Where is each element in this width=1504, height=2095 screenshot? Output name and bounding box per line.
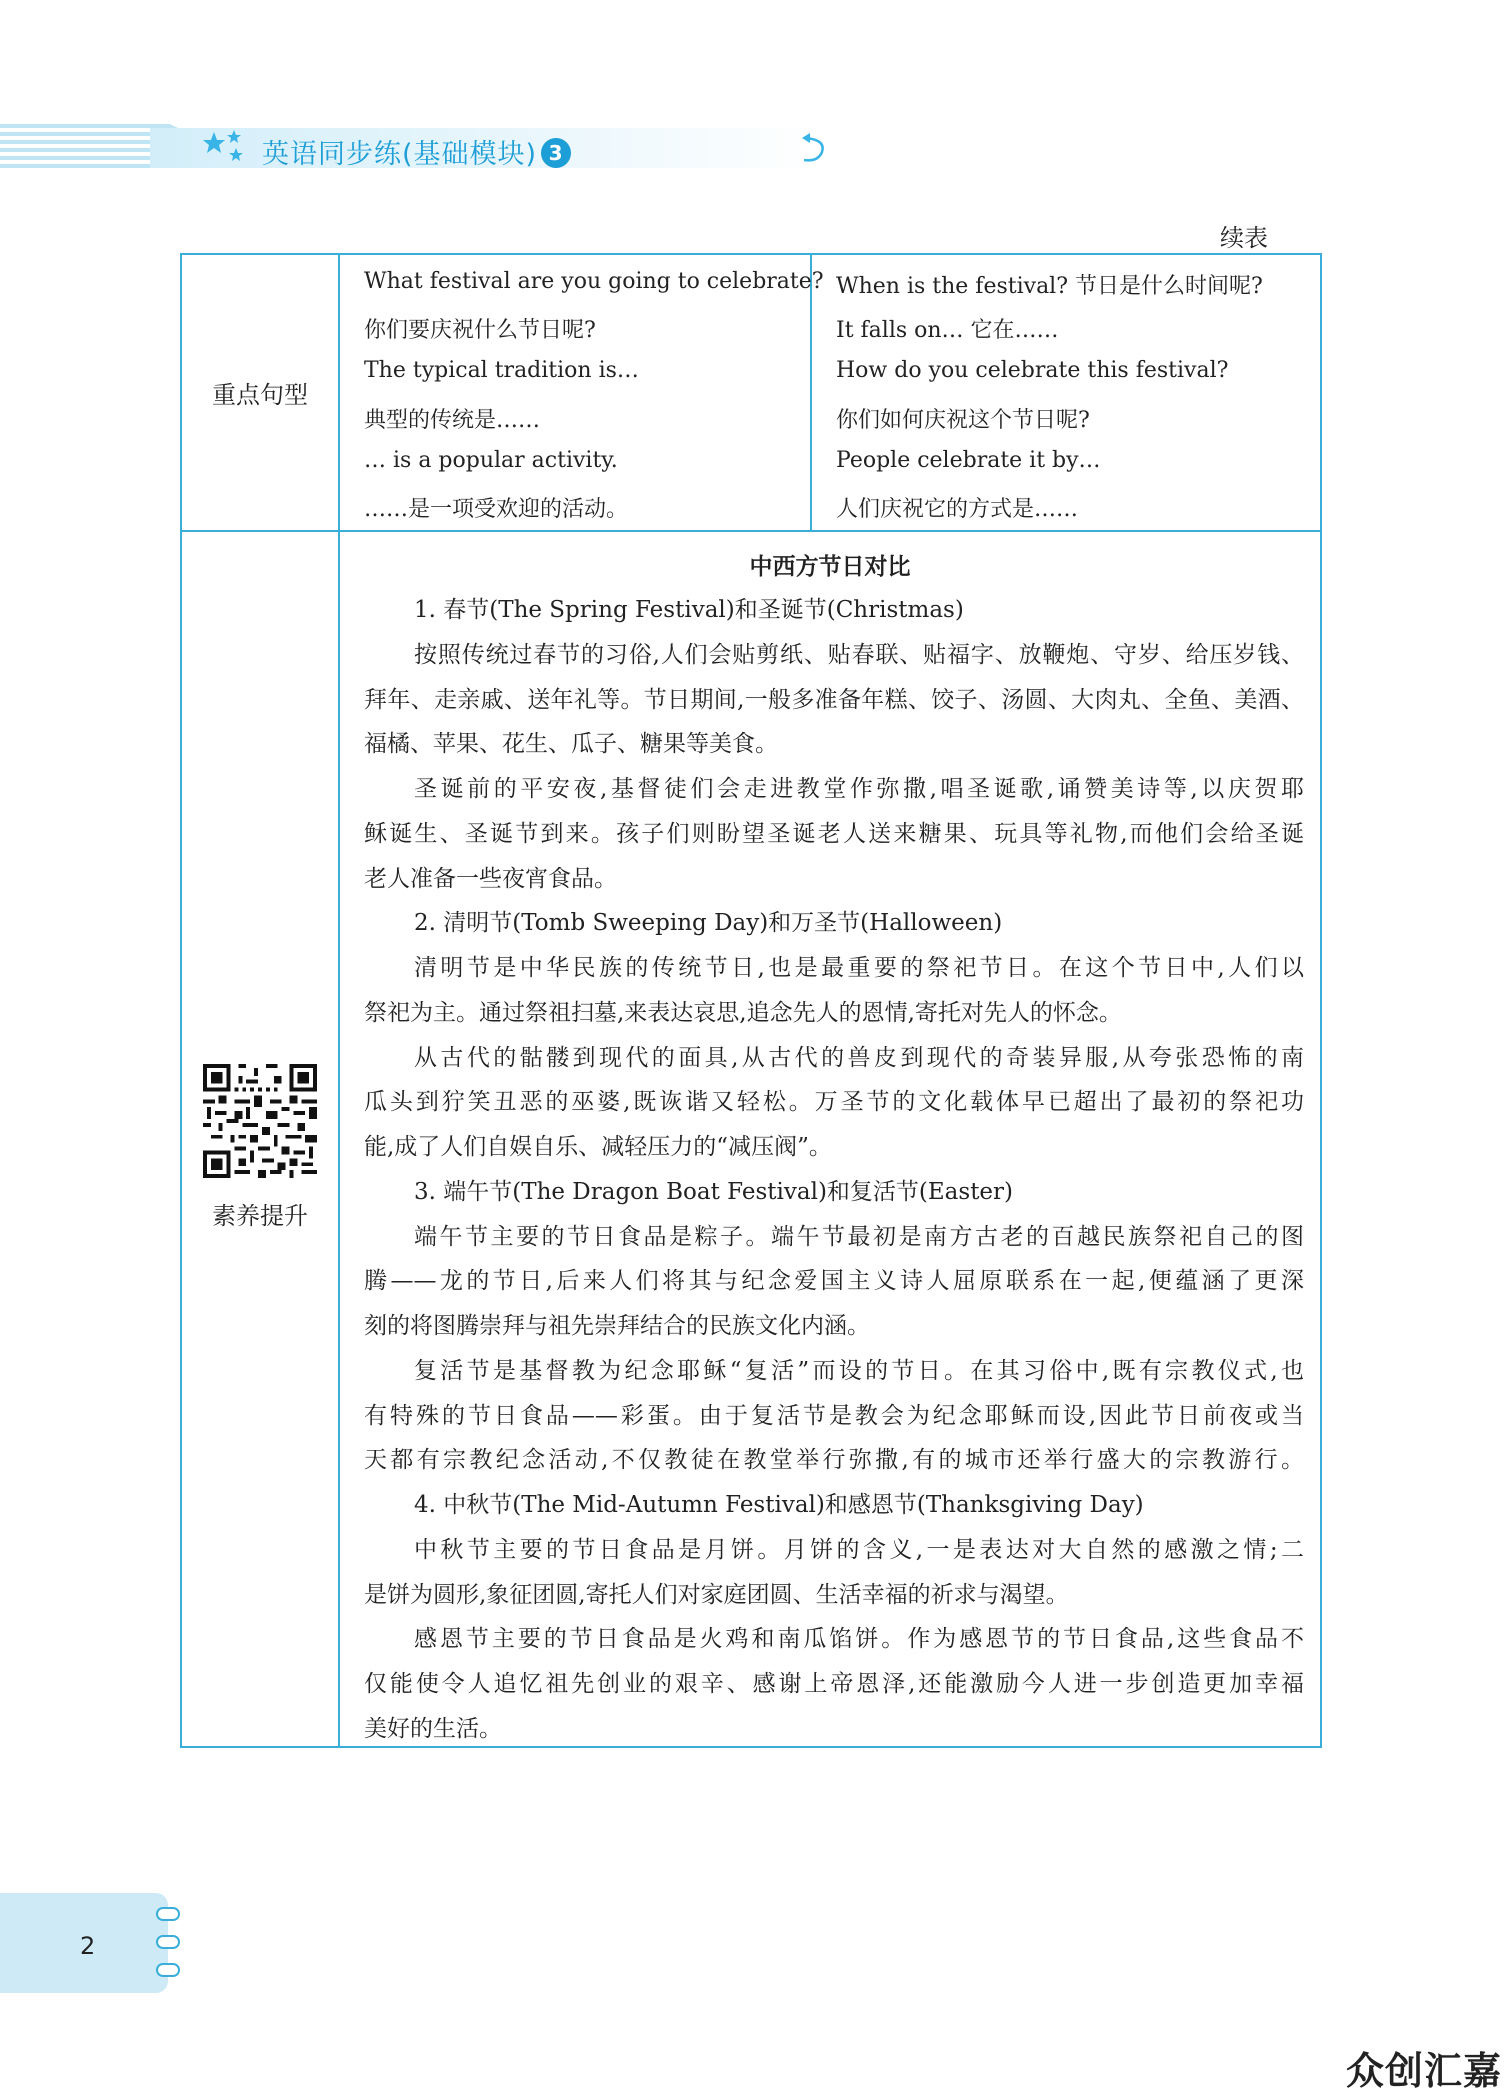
literacy-row: [182, 532, 1320, 1746]
paragraph-line: 刻的将图腾崇拜与祖先崇拜结合的民族文化内涵。: [364, 1313, 870, 1339]
sentence-line: ……是一项受欢迎的活动。: [364, 497, 629, 522]
content-table: [180, 253, 1322, 1748]
sentence-line: How do you celebrate this festival?: [836, 358, 1229, 383]
paragraph-line: 仅能使令人追忆祖先创业的艰辛、感谢上帝恩泽,还能激励今人进一步创造更加幸福: [364, 1671, 1304, 1697]
sentence-line: … is a popular activity.: [364, 448, 618, 473]
page-header: [0, 120, 840, 180]
continued-label: 续表: [1220, 224, 1268, 252]
binding-rings-decoration: [154, 1900, 184, 1990]
subheading: 4. 中秋节(The Mid-Autumn Festival)和感恩节(Thanksgiving Day): [414, 1492, 1144, 1518]
paragraph-line: 端午节主要的节日食品是粽子。端午节最初是南方古老的百越民族祭祀自己的图: [414, 1224, 1304, 1250]
paragraph-line: 祭祀为主。通过祭祖扫墓,来表达哀思,追念先人的恩情,寄托对先人的怀念。: [364, 1000, 1122, 1026]
paragraph-line: 复活节是基督教为纪念耶稣“复活”而设的节日。在其习俗中,既有宗教仪式,也: [414, 1358, 1304, 1384]
paragraph-line: 美好的生活。: [364, 1716, 502, 1742]
sentence-line: 你们要庆祝什么节日呢?: [364, 318, 596, 343]
literacy-label-cell: [182, 532, 340, 1746]
sentence-line: It falls on… 它在……: [836, 318, 1059, 343]
header-title-text: 英语同步练(基础模块): [262, 139, 538, 170]
return-arrow-icon: [800, 130, 830, 166]
paragraph-line: 能,成了人们自娱自乐、减轻压力的“减压阀”。: [364, 1134, 832, 1160]
page-number: 2: [80, 1932, 96, 1960]
key-sentences-row: [182, 255, 1320, 532]
key-sentences-label: 重点句型: [182, 255, 340, 530]
header-title: [262, 132, 571, 171]
sentence-line: What festival are you going to celebrate?: [364, 269, 824, 294]
literacy-label: 素养提升: [212, 1202, 308, 1230]
paragraph-line: 拜年、走亲戚、送年礼等。节日期间,一般多准备年糕、饺子、汤圆、大肉丸、全鱼、美酒、: [364, 687, 1304, 713]
paragraph-line: 稣诞生、圣诞节到来。孩子们则盼望圣诞老人送来糖果、玩具等礼物,而他们会给圣诞: [364, 821, 1304, 847]
sentence-line: 典型的传统是……: [364, 408, 541, 433]
qr-code-icon[interactable]: [203, 1064, 317, 1178]
stars-icon: [200, 128, 250, 168]
subheading: 1. 春节(The Spring Festival)和圣诞节(Christmas): [414, 597, 964, 623]
sentence-line: 你们如何庆祝这个节日呢?: [836, 408, 1090, 433]
paragraph-line: 圣诞前的平安夜,基督徒们会走进教堂作弥撒,唱圣诞歌,诵赞美诗等,以庆贺耶: [414, 776, 1304, 802]
paragraph-line: 福橘、苹果、花生、瓜子、糖果等美食。: [364, 731, 778, 757]
paragraph-line: 感恩节主要的节日食品是火鸡和南瓜馅饼。作为感恩节的节日食品,这些食品不: [414, 1626, 1304, 1652]
key-sentences-right-cell: [812, 255, 1318, 530]
sentence-line: The typical tradition is…: [364, 358, 639, 383]
paragraph-line: 是饼为圆形,象征团圆,寄托人们对家庭团圆、生活幸福的祈求与渴望。: [364, 1582, 1069, 1608]
paragraph-line: 有特殊的节日食品——彩蛋。由于复活节是教会为纪念耶稣而设,因此节日前夜或当: [364, 1403, 1304, 1429]
paragraph-line: 天都有宗教纪念活动,不仅教徒在教堂举行弥撒,有的城市还举行盛大的宗教游行。: [364, 1447, 1304, 1473]
paragraph-line: 瓜头到狞笑丑恶的巫婆,既诙谐又轻松。万圣节的文化载体早已超出了最初的祭祀功: [364, 1089, 1304, 1115]
literacy-content: [340, 532, 1320, 1746]
key-sentences-left-cell: [340, 255, 824, 530]
paragraph-line: 从古代的骷髅到现代的面具,从古代的兽皮到现代的奇装异服,从夸张恐怖的南: [414, 1045, 1304, 1071]
section-title: 中西方节日对比: [749, 554, 911, 580]
subheading: 3. 端午节(The Dragon Boat Festival)和复活节(Easter): [414, 1179, 1014, 1205]
volume-badge: 3: [541, 138, 571, 168]
sentence-line: 人们庆祝它的方式是……: [836, 497, 1079, 522]
subheading: 2. 清明节(Tomb Sweeping Day)和万圣节(Halloween): [414, 910, 1003, 936]
paragraph-line: 按照传统过春节的习俗,人们会贴剪纸、贴春联、贴福字、放鞭炮、守岁、给压岁钱、: [414, 642, 1304, 668]
paragraph-line: 老人准备一些夜宵食品。: [364, 866, 617, 892]
watermark: 众创汇嘉: [1346, 2049, 1503, 2093]
paragraph-line: 清明节是中华民族的传统节日,也是最重要的祭祀节日。在这个节日中,人们以: [414, 955, 1304, 981]
sentence-line: When is the festival? 节日是什么时间呢?: [836, 274, 1263, 299]
paragraph-line: 腾——龙的节日,后来人们将其与纪念爱国主义诗人屈原联系在一起,便蕴涵了更深: [364, 1268, 1304, 1294]
sentence-line: People celebrate it by…: [836, 448, 1101, 473]
paragraph-line: 中秋节主要的节日食品是月饼。月饼的含义,一是表达对大自然的感激之情;二: [414, 1537, 1304, 1563]
